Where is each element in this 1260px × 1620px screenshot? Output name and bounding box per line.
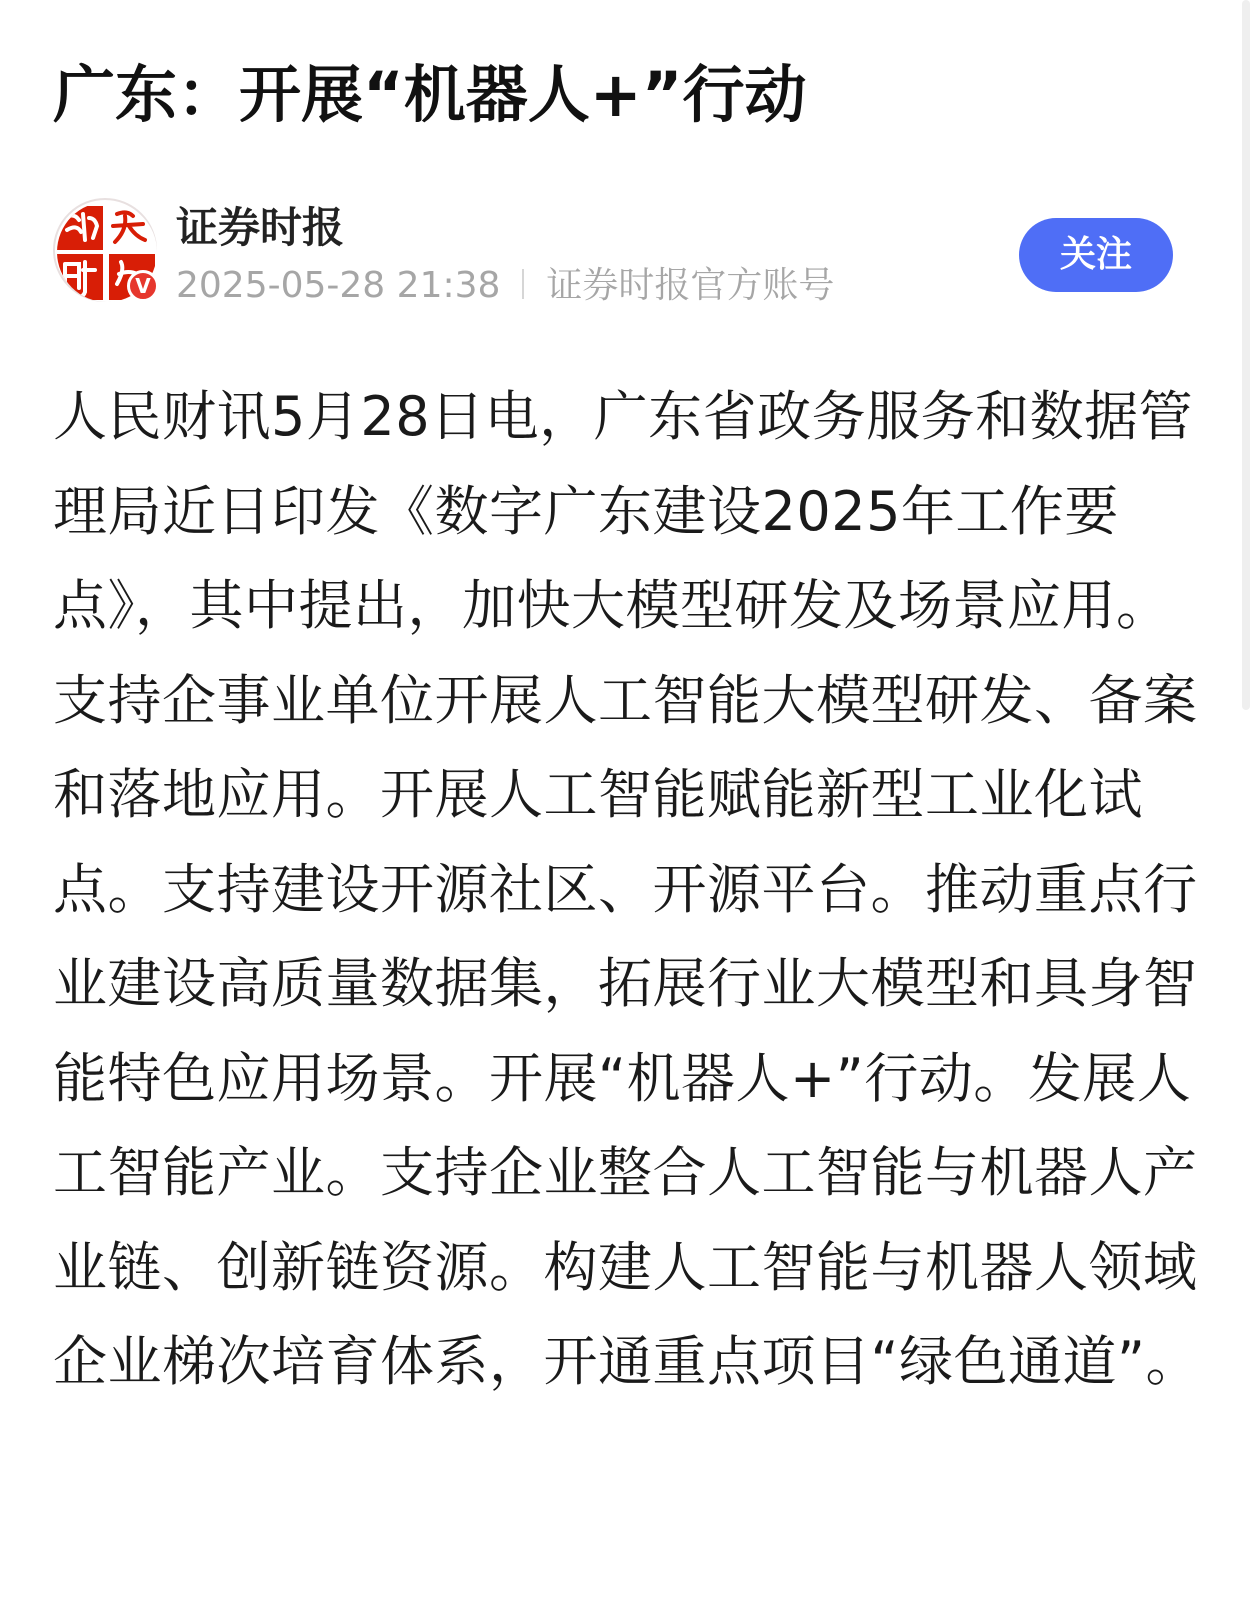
author-row — [53, 198, 1203, 308]
author-meta — [176, 262, 834, 310]
follow-button[interactable]: 关注 — [1019, 218, 1173, 292]
meta-divider — [522, 269, 524, 299]
article-title: 广东：开展“机器人+”行动 — [53, 58, 807, 131]
scrollbar[interactable] — [1242, 0, 1250, 710]
author-name[interactable]: 证券时报 — [176, 203, 345, 252]
article-body: 人民财讯5月28日电，广东省政务服务和数据管理局近日印发《数字广东建设2025年工作要点》，其中提出，加快大模型研发及场景应用。支持企事业单位开展人工智能大模型研发、备案和落地应用。开展人工智能赋能新型工业化试点。支持建设开源社区、开源平台。推动重点行业建设高质量数据集，拓展行业大模型和具身智能特色应用场景。开展“机器人+”行动。发展人工智能产业。支持企业整合人工智能与机器人产业链、创新链资源。构建人工智能与机器人领域企业梯次培育体系，开通重点项目“绿色通道”。 — [53, 385, 1200, 1393]
avatar[interactable] — [53, 198, 157, 302]
verified-badge-icon: V — [127, 270, 159, 302]
publish-timestamp: 2025-05-28 21:38 — [176, 265, 501, 306]
account-description: 证券时报官方账号 — [546, 265, 835, 306]
